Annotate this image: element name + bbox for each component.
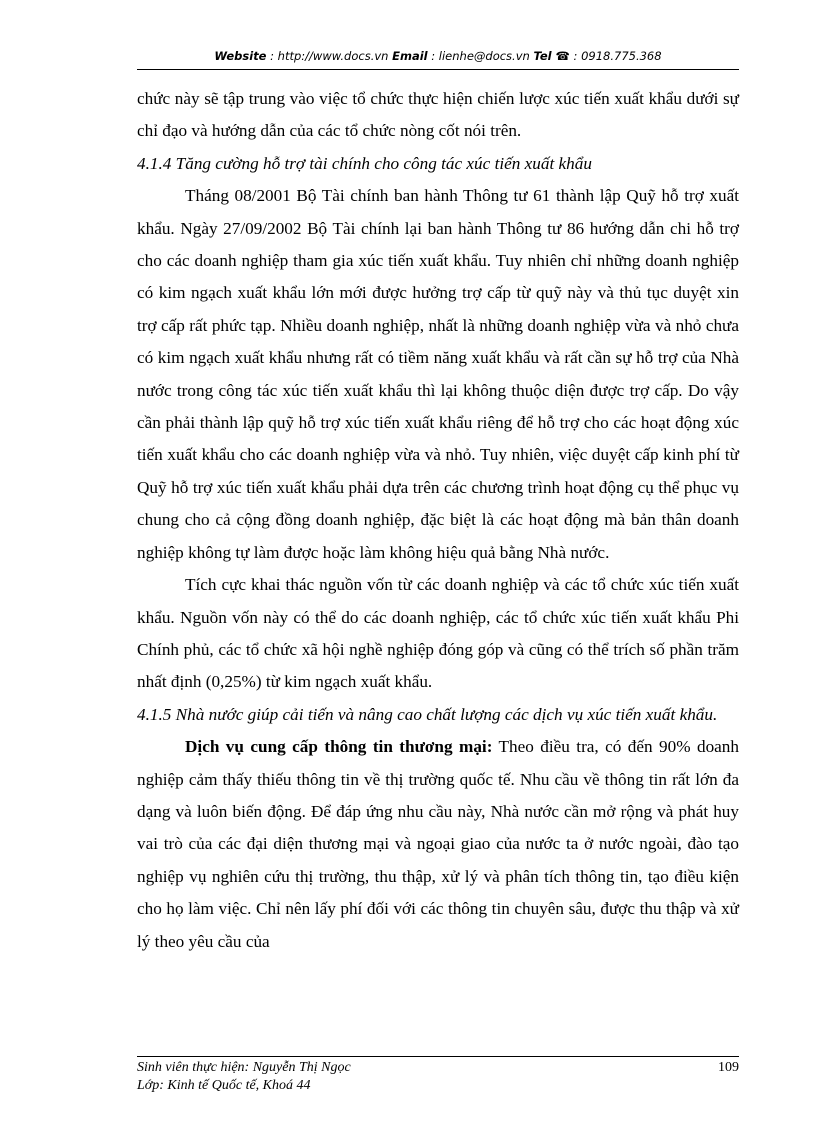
info-services-lead: Dịch vụ cung cấp thông tin thương mại: (185, 737, 493, 757)
website-url: : http://www.docs.vn (266, 49, 393, 63)
paragraph-intro: chức này sẽ tập trung vào việc tổ chức thực hiện chiến lược xúc tiến xuất khẩu dưới sự chỉ đạo và hướng dẫn của các tổ chức nòng cốt nói trên. (137, 89, 739, 141)
section-heading-4-1-5: 4.1.5 Nhà nước giúp cải tiến và nâng cao chất lượng các dịch vụ xúc tiến xuất khẩu. (137, 704, 718, 724)
section-heading-4-1-4: 4.1.4 Tăng cường hỗ trợ tài chính cho công tác xúc tiến xuất khẩu (137, 153, 592, 173)
tel-number: : 0918.775.368 (569, 49, 662, 63)
class-info: Lớp: Kinh tế Quốc tế, Khoá 44 (137, 1078, 311, 1093)
page-header (137, 47, 739, 70)
paragraph-capital-sources: Tích cực khai thác nguồn vốn từ các doanh nghiệp và các tổ chức xúc tiến xuất khẩu. Nguồn vốn này có thể do các doanh nghiệp, các tổ chức xúc tiến xuất khẩu Phi Chính phủ, các tổ chức xã hội nghề nghiệp đóng góp và cũng có thể trích số phần trăm nhất định (0,25%) từ kim ngạch xuất khẩu. (137, 575, 739, 692)
website-label: Website (214, 49, 267, 63)
student-name: Sinh viên thực hiện: Nguyễn Thị Ngọc (137, 1060, 351, 1075)
paragraph-financial-support: Tháng 08/2001 Bộ Tài chính ban hành Thông tư 61 thành lập Quỹ hỗ trợ xuất khẩu. Ngày 27/09/2002 Bộ Tài chính lại ban hành Thông tư 86 hướng dẫn chi hỗ trợ cho các doanh nghiệp tham gia xúc tiến xuất khẩu. Tuy nhiên chỉ những doanh nghiệp có kim ngạch xuất khẩu lớn mới được hưởng trợ cấp từ quỹ này và thủ tục duyệt xin trợ cấp rất phức tạp. Nhiều doanh nghiệp, nhất là những doanh nghiệp vừa và nhỏ chưa có kim ngạch xuất khẩu nhưng rất có tiềm năng xuất khẩu và rất cần sự hỗ trợ của Nhà nước trong công tác xúc tiến xuất khẩu thì lại không thuộc diện được trợ cấp. Do vậy cần phải thành lập quỹ hỗ trợ xúc tiến xuất khẩu riêng để hỗ trợ cho các hoạt động xúc tiến xuất khẩu cho các doanh nghiệp vừa và nhỏ. Tuy nhiên, việc duyệt cấp kinh phí từ Quỹ hỗ trợ xúc tiến xuất khẩu phải dựa trên các chương trình hoạt động cụ thể phục vụ chung cho cả cộng đồng doanh nghiệp, đặc biệt là các hoạt động mà bản thân doanh nghiệp không tự làm được hoặc làm không hiệu quả bằng Nhà nước. (137, 186, 739, 562)
page-number: 109 (718, 1060, 739, 1075)
email-address: : lienhe@docs.vn (427, 49, 534, 63)
page-footer (137, 1056, 739, 1095)
tel-label: Tel ☎ (533, 49, 570, 63)
page-body (137, 83, 739, 958)
paragraph-info-services (137, 731, 739, 958)
info-services-text: Theo điều tra, có đến 90% doanh nghiệp cảm thấy thiếu thông tin về thị trường quốc tế. Nhu cầu về thông tin rất lớn đa dạng và luôn biến động. Để đáp ứng nhu cầu này, Nhà nước cần mở rộng và phát huy vai trò của các đại diện thương mại và ngoại giao của nước ta ở nước ngoài, đào tạo nghiệp vụ nghiên cứu thị trường, thu thập, xử lý và phân tích thông tin, tạo điều kiện cho họ làm việc. Chỉ nên lấy phí đối với các thông tin chuyên sâu, được thu thập và xử lý theo yêu cầu của (137, 737, 739, 951)
email-label: Email (392, 49, 428, 63)
